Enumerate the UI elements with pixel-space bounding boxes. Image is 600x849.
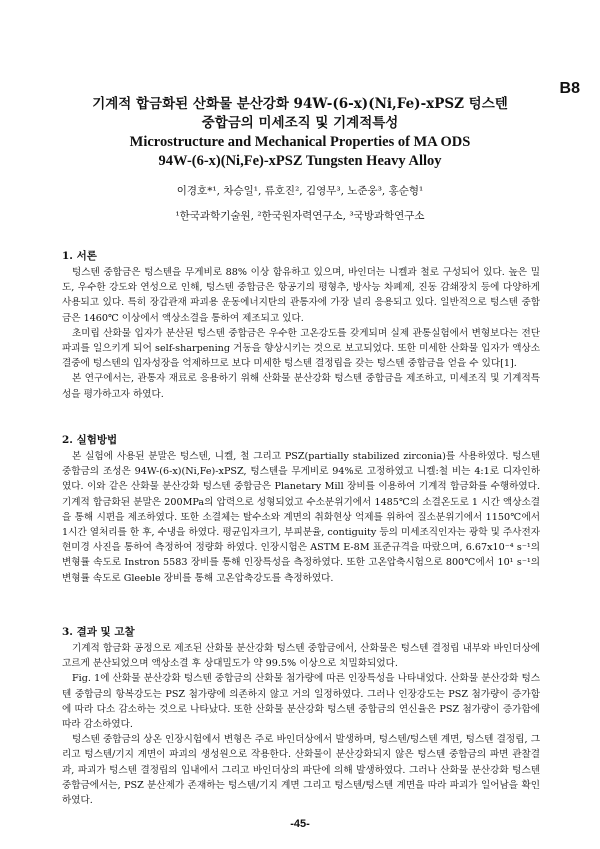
title-english-line-1: Microstructure and Mechanical Properties of MA ODS xyxy=(129,134,471,150)
section-heading: 2. 실험방법 xyxy=(62,434,118,446)
paragraph: 기계적 합금화 공정으로 제조된 산화물 분산강화 텅스텐 중합금에서, 산화물은 텅스텐 결정립 내부와 바인더상에 고르게 분산되었으며 액상소결 후 상대밀도가 약 99.5% 이상으로 치밀화되었다. xyxy=(62,643,540,670)
session-code: B8 xyxy=(559,80,580,97)
title-block xyxy=(40,95,560,171)
section-heading: 1. 서론 xyxy=(62,250,97,262)
paragraph: 본 실험에 사용된 분말은 텅스텐, 니켈, 철 그리고 PSZ(partially stabilized zirconia)를 사용하였다. 텅스텐 중합금의 조성은 94W-(6-x)(Ni,Fe)-xPSZ, 텅스텐을 무게비로 94%로 고정하였고 니켈:철 비는 4:1로 디자인하였다. 이와 같은 산화물 분산강화 텅스텐 중합금은 Planetary Mill 장비를 이용하여 기계적 합금화를 수행하였다. 기계적 합금화된 분말은 200MPa의 압력으로 성형되었고 수소분위기에서 1485℃의 소결온도로 1 시간 액상소결을 통해 시편을 제조하였다. 또한 소결체는 탈수소와 계면의 취화현상 억제를 위하여 질소분위기에서 1150℃에서 1시간 열처리를 한 후, 수냉을 하였다. 평균입자크기, 부피분율, contiguity 등의 미세조직인자는 광학 및 주사전자현미경 사진을 통하여 측정하여 정량화 하였다. 인장시험은 ASTM E-8M 표준규격을 따랐으며, 6.67x10⁻⁴ s⁻¹의 변형률 속도로 Instron 5583 장비를 통해 인장특성을 측정하였다. 또한 고온압축시험으로 800℃에서 10¹ s⁻¹의 변형률 속도로 Gleeble 장비를 통해 고온압축강도를 측정하였다. xyxy=(62,451,540,584)
page-number: -45- xyxy=(290,818,310,830)
title-english-line-2: 94W-(6-x)(Ni,Fe)-xPSZ Tungsten Heavy Alloy xyxy=(158,153,442,169)
section-methods xyxy=(62,432,540,586)
paragraph: 초미립 산화물 입자가 분산된 텅스텐 중합금은 우수한 고온강도를 갖게되며 실제 관통실험에서 변형보다는 전단파괴를 일으키게 되어 self-sharpening 거동을 향상시키는 것으로 보고되었다. 또한 미세한 산화물 입자가 액상소결중에 텅스텐의 입자성장을 억제하므로 보다 미세한 텅스텐 결정립을 갖는 텅스텐 중합금을 얻을 수 있다[1]. xyxy=(62,327,540,370)
title-korean-line-2: 중합금의 미세조직 및 기계적특성 xyxy=(201,115,399,131)
author-list: 이경호*¹, 차승일¹, 류호진², 김영무³, 노준웅³, 홍순형¹ xyxy=(176,185,424,197)
affiliation-list: ¹한국과학기술원, ²한국원자력연구소, ³국방과학연구소 xyxy=(175,210,425,222)
paragraph: 본 연구에서는, 관통자 재료로 응용하기 위해 산화물 분산강화 텅스텐 중합금을 제조하고, 미세조직 및 기계적특성을 평가하고자 하였다. xyxy=(62,373,540,400)
section-heading: 3. 결과 및 고찰 xyxy=(62,626,135,638)
title-korean-line-1: 기계적 합금화된 산화물 분산강화 94W-(6-x)(Ni,Fe)-xPSZ 텅스텐 xyxy=(92,96,508,112)
paragraph: Fig. 1에 산화물 분산강화 텅스텐 중합금의 산화물 첨가량에 따른 인장특성을 나타내었다. 산화물 분산강화 텅스텐 중합금의 항복강도는 PSZ 첨가량에 의존하지 않고 거의 일정하였다. 그러나 인장강도는 PSZ 첨가량이 증가함에 따라 다소 감소하는 것으로 나타났다. 또한 산화물 분산강화 텅스텐 중합금의 연신율은 PSZ 첨가량이 증가함에 따라 감소하였다. xyxy=(62,673,540,731)
section-introduction xyxy=(62,248,540,402)
paragraph: 텅스텐 중합금은 텅스텐을 무게비로 88% 이상 함유하고 있으며, 바인더는 니켈과 철로 구성되어 있다. 높은 밀도, 우수한 강도와 연성으로 인해, 텅스텐 중합금은 항공기의 평형추, 방사능 차폐제, 진동 감쇄장치 등에 다양하게 사용되고 있다. 특히 장갑관재 파괴용 운동에너지탄의 관통자에 가장 널리 응용되고 있다. 일반적으로 텅스텐 중합금은 1460℃ 이상에서 액상소결을 통하여 제조되고 있다. xyxy=(62,267,540,324)
section-results xyxy=(62,624,540,808)
paragraph: 텅스텐 중합금의 상온 인장시험에서 변형은 주로 바인더상에서 발생하며, 텅스텐/텅스텐 계면, 텅스텐 결정립, 그리고 텅스텐/기지 계면이 파괴의 생성원으로 작용한다. 산화물이 분산강화되지 않은 텅스텐 중합금의 파면 관찰결과, 파괴가 텅스텐 결정립의 입내에서 그리고 바인더상의 파단에 의해 발생하였다. 그러나 산화물 분산강화 텅스텐 중합금에서는, PSZ 분산제가 존재하는 텅스텐/기지 계면 그리고 텅스텐/텅스텐 계면을 따라 파괴가 일어남을 확인하였다. xyxy=(62,734,540,807)
